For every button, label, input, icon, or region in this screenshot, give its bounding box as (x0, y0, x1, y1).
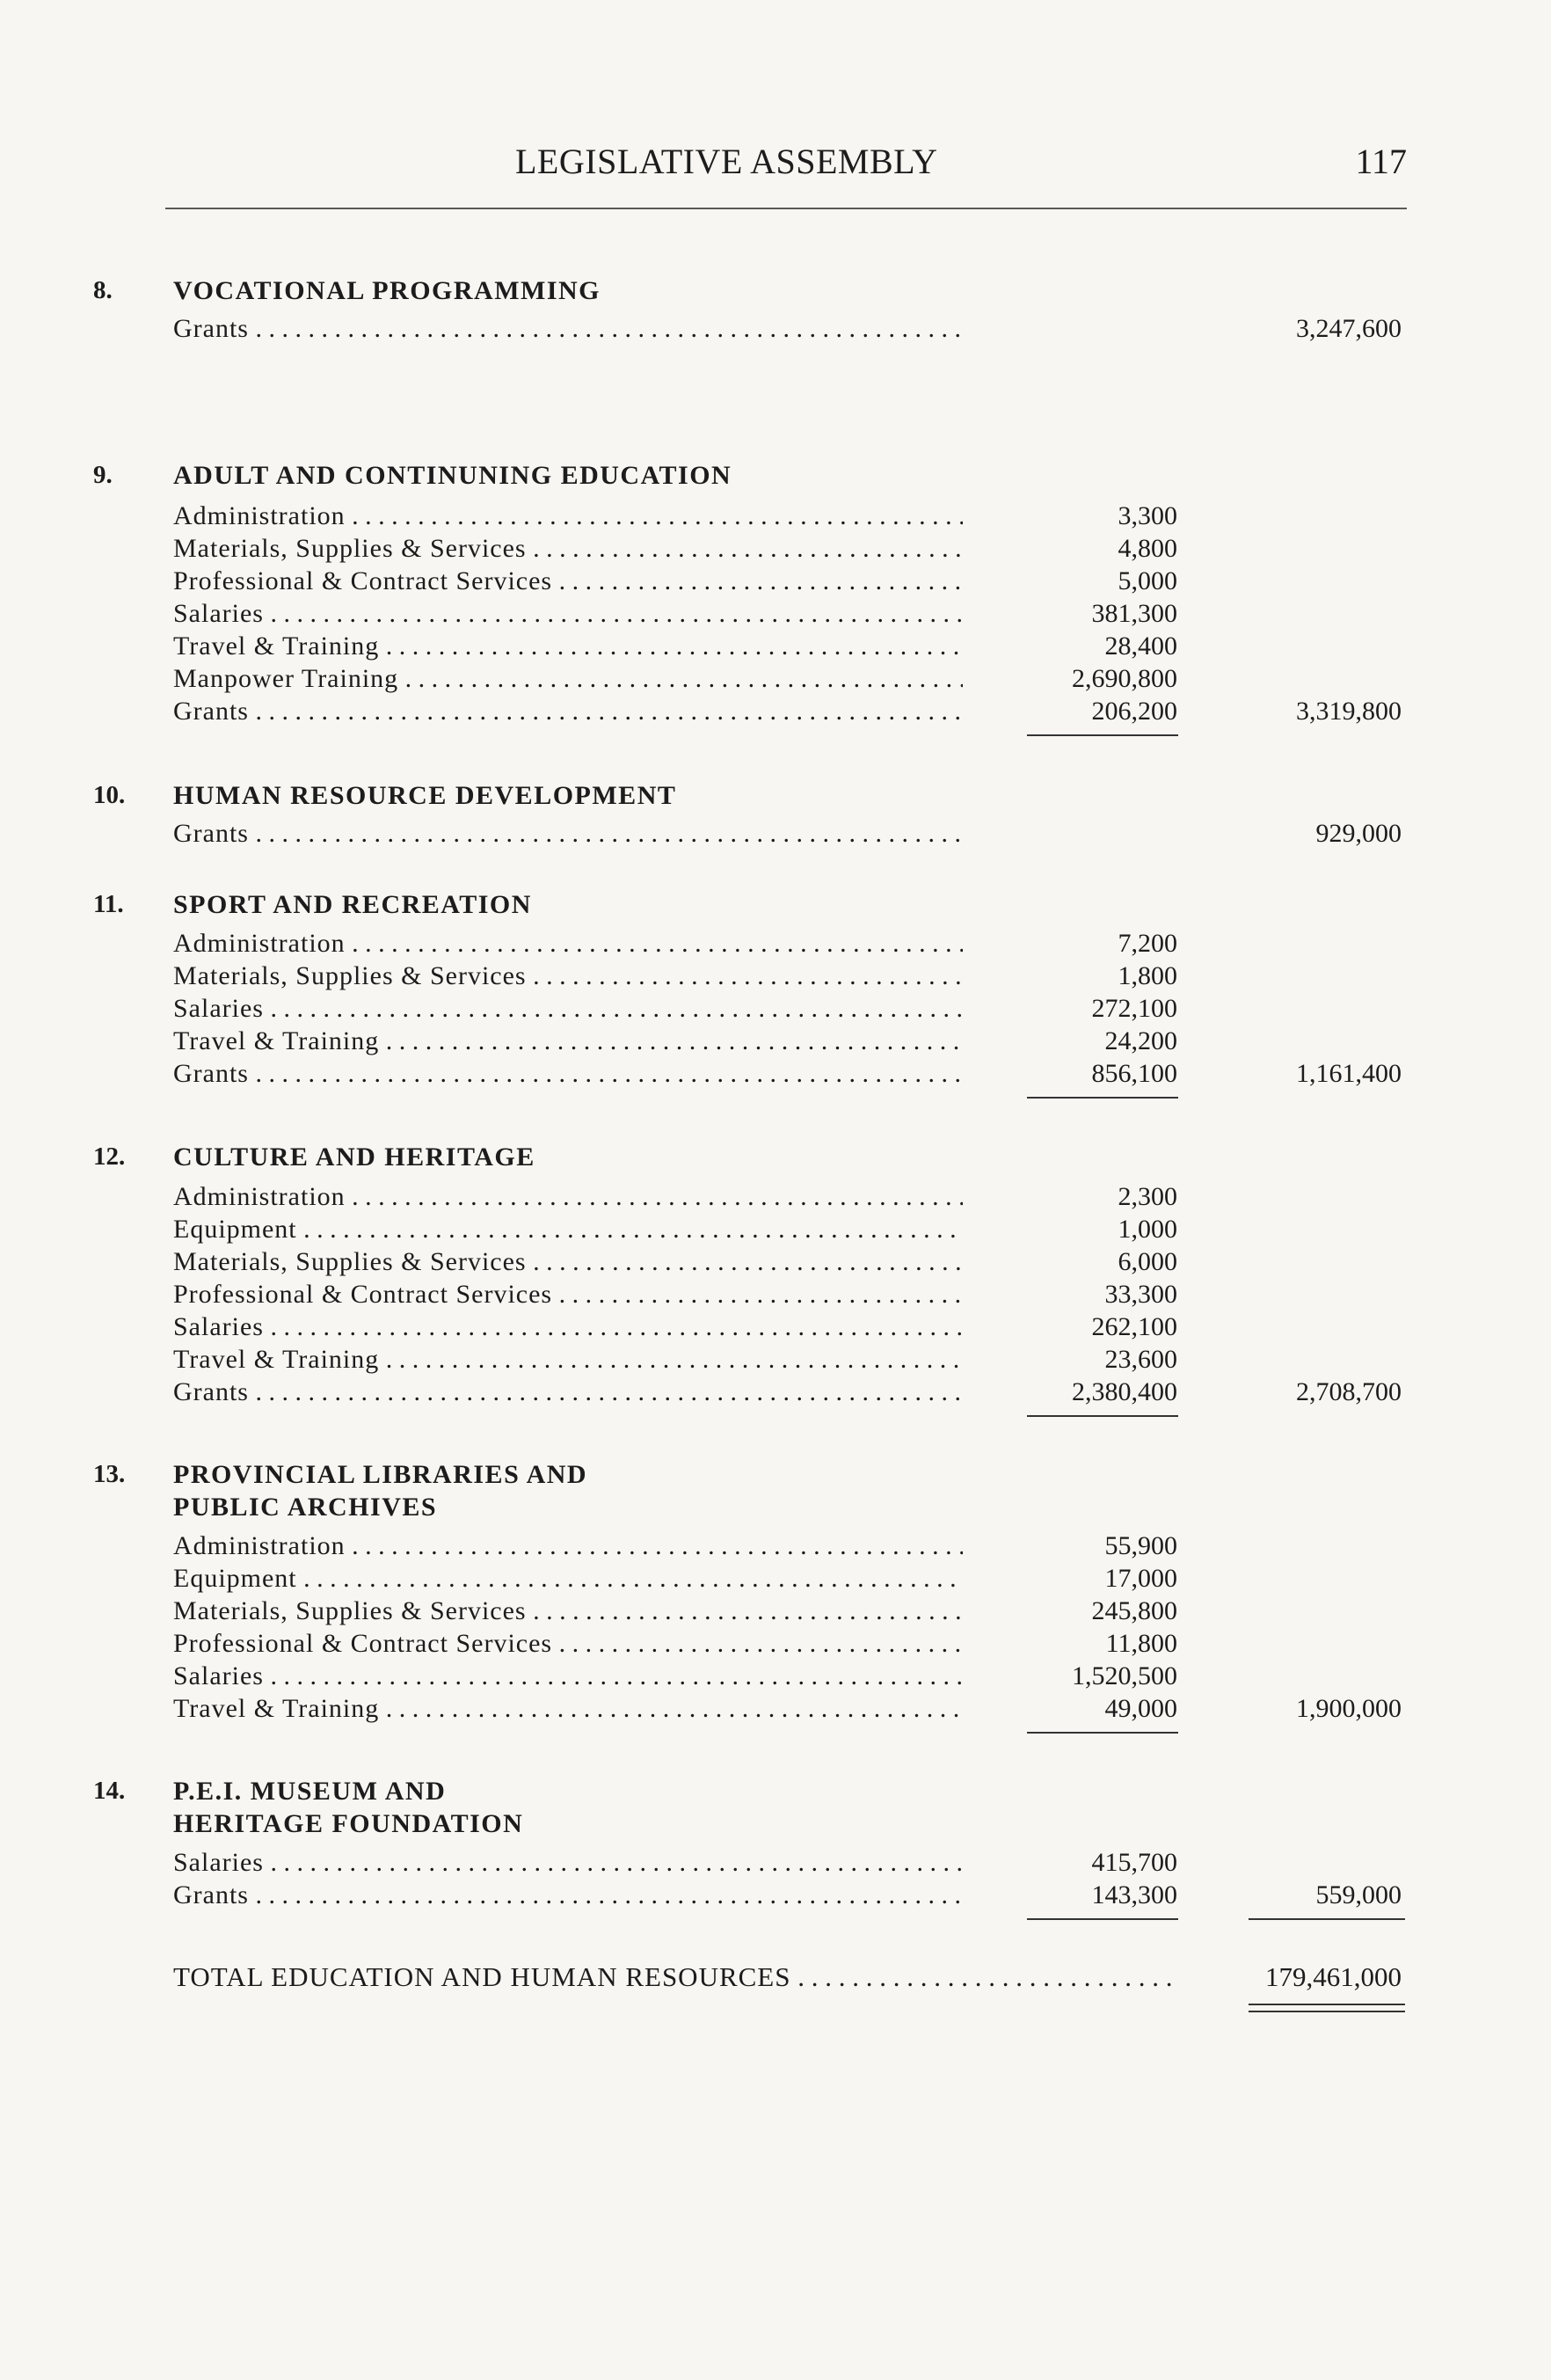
line-item (173, 1377, 1404, 1410)
item-label: Administration . . . (173, 1182, 963, 1215)
line-item (173, 1026, 1404, 1059)
item-amount: 245,800 (1091, 1596, 1177, 1625)
item-label: Travel & Training . . . (173, 1345, 963, 1377)
item-amount: 6,000 (1118, 1247, 1177, 1276)
item-total: 3,319,800 (1296, 697, 1402, 726)
item-amount: 4,800 (1118, 534, 1177, 563)
subtotal-rule (1027, 1732, 1178, 1734)
item-amount: 415,700 (1091, 1848, 1177, 1877)
section-number: 10. (93, 781, 126, 809)
item-label: Professional & Contract Services . . . (173, 1280, 963, 1312)
item-total: 1,900,000 (1296, 1694, 1402, 1723)
item-label: Grants . . . (173, 1377, 963, 1410)
item-amount: 1,800 (1118, 961, 1177, 990)
line-item (173, 1280, 1404, 1312)
item-amount: 49,000 (1104, 1694, 1177, 1723)
section-title-line2: HERITAGE FOUNDATION (173, 1809, 524, 1838)
line-item (173, 632, 1404, 664)
page-header (165, 141, 1407, 190)
grand-total-label: TOTAL EDUCATION AND HUMAN RESOURCES . . . (173, 1961, 1176, 1993)
section-title: VOCATIONAL PROGRAMMING (173, 276, 601, 305)
line-item (173, 566, 1404, 599)
item-amount: 1,520,500 (1072, 1661, 1177, 1690)
line-item (173, 1059, 1404, 1091)
line-item (173, 1880, 1404, 1913)
line-item (173, 994, 1404, 1026)
section-number: 11. (93, 890, 124, 918)
line-item (173, 697, 1404, 729)
item-label: Equipment . . . (173, 1564, 963, 1596)
header-rule (165, 208, 1407, 209)
item-amount: 5,000 (1118, 566, 1177, 595)
item-label: Grants . . . (173, 1880, 963, 1913)
item-amount: 856,100 (1091, 1059, 1177, 1088)
subtotal-rule (1027, 1097, 1178, 1099)
subtotal-rule (1027, 734, 1178, 736)
line-item (173, 1345, 1404, 1377)
grand-total-double-rule-bottom (1249, 2011, 1405, 2012)
item-amount: 262,100 (1091, 1312, 1177, 1341)
total-rule (1249, 1918, 1405, 1920)
section-title-line2: PUBLIC ARCHIVES (173, 1493, 438, 1522)
section-title: ADULT AND CONTINUNING EDUCATION (173, 461, 732, 490)
line-item (173, 961, 1404, 994)
section-title: HUMAN RESOURCE DEVELOPMENT (173, 781, 677, 810)
item-amount: 23,600 (1104, 1345, 1177, 1374)
item-label: Grants . . . (173, 1059, 963, 1091)
page-number: 117 (1355, 142, 1407, 181)
line-item (173, 929, 1404, 961)
section-title-line1: P.E.I. MUSEUM AND (173, 1777, 447, 1806)
grand-total-amount: 179,461,000 (1265, 1961, 1402, 1992)
item-amount: 33,300 (1104, 1280, 1177, 1309)
item-label: Travel & Training . . . (173, 632, 963, 664)
item-total: 559,000 (1315, 1880, 1402, 1909)
section-number: 12. (93, 1143, 126, 1171)
item-amount: 11,800 (1105, 1629, 1177, 1658)
subtotal-rule (1027, 1918, 1178, 1920)
line-item (173, 1247, 1404, 1280)
item-label: Materials, Supplies & Services . . . (173, 534, 963, 566)
item-label: Grants . . . (173, 314, 963, 347)
line-item (173, 314, 1404, 347)
section-title: CULTURE AND HERITAGE (173, 1143, 535, 1172)
line-item (173, 501, 1404, 534)
item-amount: 1,000 (1118, 1215, 1177, 1244)
item-label: Grants . . . (173, 697, 963, 729)
line-item (173, 1564, 1404, 1596)
subtotal-rule (1027, 1415, 1178, 1417)
item-label: Salaries . . . (173, 599, 963, 632)
line-item (173, 1596, 1404, 1629)
item-label: Administration . . . (173, 929, 963, 961)
item-amount: 381,300 (1091, 599, 1177, 628)
section-title-line1: PROVINCIAL LIBRARIES AND (173, 1460, 588, 1489)
line-item (173, 1182, 1404, 1215)
item-amount: 3,300 (1118, 501, 1177, 530)
item-amount: 17,000 (1104, 1564, 1177, 1593)
item-total: 2,708,700 (1296, 1377, 1402, 1406)
item-label: Materials, Supplies & Services . . . (173, 1247, 963, 1280)
item-amount: 272,100 (1091, 994, 1177, 1023)
item-amount: 7,200 (1118, 929, 1177, 958)
section-number: 9. (93, 461, 113, 489)
item-amount: 55,900 (1104, 1531, 1177, 1560)
item-label: Professional & Contract Services . . . (173, 566, 963, 599)
item-amount: 2,380,400 (1072, 1377, 1177, 1406)
item-label: Professional & Contract Services . . . (173, 1629, 963, 1661)
item-label: Administration . . . (173, 1531, 963, 1564)
line-item (173, 1312, 1404, 1345)
item-amount: 2,690,800 (1072, 664, 1177, 693)
item-label: Salaries . . . (173, 1848, 963, 1880)
item-total: 929,000 (1315, 819, 1402, 848)
section-number: 14. (93, 1777, 126, 1805)
line-item (173, 1694, 1404, 1727)
item-label: Grants . . . (173, 819, 963, 851)
item-label: Materials, Supplies & Services . . . (173, 1596, 963, 1629)
item-label: Travel & Training . . . (173, 1694, 963, 1727)
line-item (173, 1629, 1404, 1661)
item-label: Salaries . . . (173, 1312, 963, 1345)
item-amount: 206,200 (1091, 697, 1177, 726)
item-label: Materials, Supplies & Services . . . (173, 961, 963, 994)
item-total: 1,161,400 (1296, 1059, 1402, 1088)
item-label: Salaries . . . (173, 1661, 963, 1694)
line-item (173, 1848, 1404, 1880)
item-total: 3,247,600 (1296, 314, 1402, 343)
item-amount: 2,300 (1118, 1182, 1177, 1211)
line-item (173, 819, 1404, 851)
section-number: 8. (93, 276, 113, 304)
item-label: Travel & Training . . . (173, 1026, 963, 1059)
item-label: Manpower Training . . . (173, 664, 963, 697)
item-amount: 24,200 (1104, 1026, 1177, 1055)
line-item (173, 1215, 1404, 1247)
item-label: Equipment . . . (173, 1215, 963, 1247)
line-item (173, 664, 1404, 697)
item-amount: 143,300 (1091, 1880, 1177, 1909)
section-number: 13. (93, 1460, 126, 1488)
grand-total-line (173, 1961, 1404, 1997)
line-item (173, 534, 1404, 566)
line-item (173, 599, 1404, 632)
section-title: SPORT AND RECREATION (173, 890, 532, 919)
grand-total-double-rule-top (1249, 2004, 1405, 2005)
item-label: Salaries . . . (173, 994, 963, 1026)
page-title: LEGISLATIVE ASSEMBLY (515, 142, 938, 181)
item-amount: 28,400 (1104, 632, 1177, 661)
item-label: Administration . . . (173, 501, 963, 534)
line-item (173, 1661, 1404, 1694)
line-item (173, 1531, 1404, 1564)
